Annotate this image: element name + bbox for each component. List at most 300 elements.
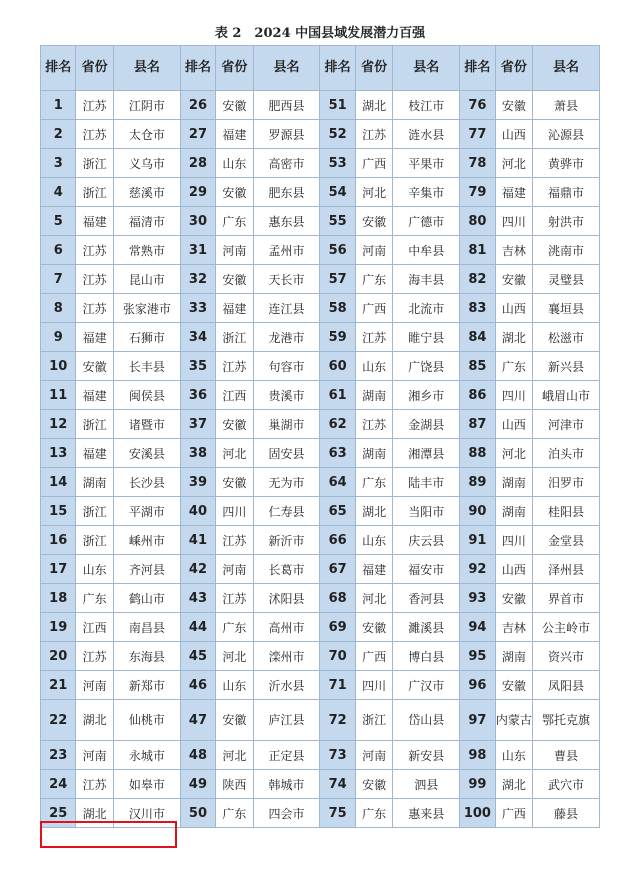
province-cell: 江苏 bbox=[355, 323, 392, 352]
rank-cell: 76 bbox=[460, 91, 495, 120]
rank-cell: 95 bbox=[460, 642, 495, 671]
rank-cell: 34 bbox=[180, 323, 215, 352]
province-cell: 福建 bbox=[76, 381, 113, 410]
county-cell: 永城市 bbox=[113, 741, 180, 770]
province-cell: 江苏 bbox=[355, 120, 392, 149]
province-cell: 山西 bbox=[495, 410, 532, 439]
county-cell: 张家港市 bbox=[113, 294, 180, 323]
county-cell: 金湖县 bbox=[393, 410, 460, 439]
rank-cell: 41 bbox=[180, 526, 215, 555]
province-cell: 江苏 bbox=[216, 526, 253, 555]
province-cell: 湖南 bbox=[355, 439, 392, 468]
rank-cell: 33 bbox=[180, 294, 215, 323]
county-cell: 广汉市 bbox=[393, 671, 460, 700]
table-header-row bbox=[41, 46, 600, 91]
rank-cell: 73 bbox=[320, 741, 355, 770]
rank-cell: 22 bbox=[41, 700, 76, 741]
province-cell: 河北 bbox=[216, 642, 253, 671]
county-cell: 峨眉山市 bbox=[533, 381, 600, 410]
county-cell: 孟州市 bbox=[253, 236, 320, 265]
county-cell: 泽州县 bbox=[533, 555, 600, 584]
rank-cell: 57 bbox=[320, 265, 355, 294]
column-header: 县名 bbox=[113, 46, 180, 91]
rank-cell: 47 bbox=[180, 700, 215, 741]
table-row bbox=[41, 91, 600, 120]
county-cell: 濉溪县 bbox=[393, 613, 460, 642]
rank-cell: 14 bbox=[41, 468, 76, 497]
rank-cell: 81 bbox=[460, 236, 495, 265]
county-cell: 沂水县 bbox=[253, 671, 320, 700]
rank-cell: 64 bbox=[320, 468, 355, 497]
province-cell: 湖南 bbox=[355, 381, 392, 410]
province-cell: 河北 bbox=[495, 149, 532, 178]
province-cell: 浙江 bbox=[76, 149, 113, 178]
province-cell: 河北 bbox=[495, 439, 532, 468]
rank-cell: 26 bbox=[180, 91, 215, 120]
column-header: 省份 bbox=[216, 46, 253, 91]
province-cell: 安徽 bbox=[355, 770, 392, 799]
province-cell: 江苏 bbox=[216, 584, 253, 613]
county-cell: 汨罗市 bbox=[533, 468, 600, 497]
county-cell: 长沙县 bbox=[113, 468, 180, 497]
table-row bbox=[41, 352, 600, 381]
county-cell: 新兴县 bbox=[533, 352, 600, 381]
province-cell: 河南 bbox=[355, 236, 392, 265]
county-cell: 公主岭市 bbox=[533, 613, 600, 642]
province-cell: 安徽 bbox=[355, 613, 392, 642]
province-cell: 山东 bbox=[216, 671, 253, 700]
county-cell: 藤县 bbox=[533, 799, 600, 828]
province-cell: 河南 bbox=[76, 741, 113, 770]
province-cell: 福建 bbox=[76, 323, 113, 352]
rank-cell: 7 bbox=[41, 265, 76, 294]
table-row bbox=[41, 294, 600, 323]
province-cell: 安徽 bbox=[216, 700, 253, 741]
column-header: 排名 bbox=[320, 46, 355, 91]
rank-cell: 31 bbox=[180, 236, 215, 265]
province-cell: 湖北 bbox=[495, 323, 532, 352]
table-row bbox=[41, 439, 600, 468]
province-cell: 山东 bbox=[355, 352, 392, 381]
county-cell: 太仓市 bbox=[113, 120, 180, 149]
province-cell: 江西 bbox=[216, 381, 253, 410]
county-cell: 洮南市 bbox=[533, 236, 600, 265]
rank-cell: 3 bbox=[41, 149, 76, 178]
county-cell: 嵊州市 bbox=[113, 526, 180, 555]
province-cell: 福建 bbox=[495, 178, 532, 207]
province-cell: 山西 bbox=[495, 555, 532, 584]
province-cell: 广东 bbox=[495, 352, 532, 381]
province-cell: 陕西 bbox=[216, 770, 253, 799]
province-cell: 广西 bbox=[495, 799, 532, 828]
province-cell: 山东 bbox=[355, 526, 392, 555]
county-cell: 曹县 bbox=[533, 741, 600, 770]
province-cell: 江苏 bbox=[355, 410, 392, 439]
rank-cell: 53 bbox=[320, 149, 355, 178]
county-cell: 连江县 bbox=[253, 294, 320, 323]
province-cell: 湖南 bbox=[495, 468, 532, 497]
province-cell: 广东 bbox=[216, 613, 253, 642]
rank-cell: 84 bbox=[460, 323, 495, 352]
county-cell: 滦州市 bbox=[253, 642, 320, 671]
rank-cell: 99 bbox=[460, 770, 495, 799]
county-cell: 当阳市 bbox=[393, 497, 460, 526]
rank-cell: 80 bbox=[460, 207, 495, 236]
column-header: 排名 bbox=[460, 46, 495, 91]
province-cell: 江苏 bbox=[76, 236, 113, 265]
table-row bbox=[41, 381, 600, 410]
rank-cell: 87 bbox=[460, 410, 495, 439]
table-row bbox=[41, 741, 600, 770]
county-cell: 石狮市 bbox=[113, 323, 180, 352]
province-cell: 广东 bbox=[216, 207, 253, 236]
province-cell: 山西 bbox=[495, 120, 532, 149]
rank-cell: 75 bbox=[320, 799, 355, 828]
county-cell: 泗县 bbox=[393, 770, 460, 799]
county-cell: 界首市 bbox=[533, 584, 600, 613]
column-header: 省份 bbox=[495, 46, 532, 91]
province-cell: 四川 bbox=[495, 526, 532, 555]
county-cell: 仁寿县 bbox=[253, 497, 320, 526]
county-cell: 博白县 bbox=[393, 642, 460, 671]
rank-cell: 37 bbox=[180, 410, 215, 439]
province-cell: 河南 bbox=[76, 671, 113, 700]
table-row bbox=[41, 700, 600, 741]
province-cell: 浙江 bbox=[76, 526, 113, 555]
province-cell: 福建 bbox=[216, 120, 253, 149]
county-cell: 灵璧县 bbox=[533, 265, 600, 294]
county-cell: 南昌县 bbox=[113, 613, 180, 642]
county-cell: 常熟市 bbox=[113, 236, 180, 265]
rank-cell: 8 bbox=[41, 294, 76, 323]
county-cell: 惠东县 bbox=[253, 207, 320, 236]
county-cell: 广德市 bbox=[393, 207, 460, 236]
county-cell: 鄂托克旗 bbox=[533, 700, 600, 741]
province-cell: 江苏 bbox=[76, 91, 113, 120]
rank-cell: 71 bbox=[320, 671, 355, 700]
rank-cell: 62 bbox=[320, 410, 355, 439]
county-cell: 汉川市 bbox=[113, 799, 180, 828]
rank-cell: 97 bbox=[460, 700, 495, 741]
province-cell: 广西 bbox=[355, 642, 392, 671]
rank-cell: 92 bbox=[460, 555, 495, 584]
rank-cell: 39 bbox=[180, 468, 215, 497]
province-cell: 福建 bbox=[76, 207, 113, 236]
column-header: 县名 bbox=[533, 46, 600, 91]
county-cell: 固安县 bbox=[253, 439, 320, 468]
county-cell: 新安县 bbox=[393, 741, 460, 770]
county-cell: 河津市 bbox=[533, 410, 600, 439]
province-cell: 浙江 bbox=[76, 497, 113, 526]
province-cell: 四川 bbox=[355, 671, 392, 700]
province-cell: 河北 bbox=[355, 178, 392, 207]
county-cell: 罗源县 bbox=[253, 120, 320, 149]
table-row bbox=[41, 120, 600, 149]
province-cell: 广西 bbox=[355, 294, 392, 323]
table-row bbox=[41, 770, 600, 799]
table-row bbox=[41, 323, 600, 352]
rank-cell: 67 bbox=[320, 555, 355, 584]
rank-cell: 13 bbox=[41, 439, 76, 468]
county-cell: 闽侯县 bbox=[113, 381, 180, 410]
province-cell: 安徽 bbox=[216, 91, 253, 120]
county-cell: 江阴市 bbox=[113, 91, 180, 120]
county-cell: 凤阳县 bbox=[533, 671, 600, 700]
county-cell: 泊头市 bbox=[533, 439, 600, 468]
province-cell: 广东 bbox=[355, 265, 392, 294]
county-cell: 武穴市 bbox=[533, 770, 600, 799]
rank-cell: 15 bbox=[41, 497, 76, 526]
province-cell: 湖南 bbox=[495, 497, 532, 526]
rank-cell: 66 bbox=[320, 526, 355, 555]
county-cell: 新沂市 bbox=[253, 526, 320, 555]
county-cell: 枝江市 bbox=[393, 91, 460, 120]
rank-cell: 32 bbox=[180, 265, 215, 294]
rank-cell: 93 bbox=[460, 584, 495, 613]
rank-cell: 94 bbox=[460, 613, 495, 642]
rank-cell: 25 bbox=[41, 799, 76, 828]
county-cell: 庐江县 bbox=[253, 700, 320, 741]
province-cell: 四川 bbox=[495, 207, 532, 236]
rank-cell: 36 bbox=[180, 381, 215, 410]
table-row bbox=[41, 799, 600, 828]
rank-cell: 24 bbox=[41, 770, 76, 799]
table-row bbox=[41, 468, 600, 497]
column-header: 省份 bbox=[355, 46, 392, 91]
province-cell: 江苏 bbox=[216, 352, 253, 381]
county-cell: 平果市 bbox=[393, 149, 460, 178]
province-cell: 湖北 bbox=[76, 700, 113, 741]
table-row bbox=[41, 410, 600, 439]
rank-cell: 49 bbox=[180, 770, 215, 799]
rank-cell: 2 bbox=[41, 120, 76, 149]
province-cell: 广东 bbox=[216, 799, 253, 828]
province-cell: 浙江 bbox=[76, 410, 113, 439]
county-cell: 湘乡市 bbox=[393, 381, 460, 410]
table-row bbox=[41, 207, 600, 236]
table-title: 表 2 2024 中国县域发展潜力百强 bbox=[214, 26, 426, 41]
rank-cell: 91 bbox=[460, 526, 495, 555]
rank-cell: 100 bbox=[460, 799, 495, 828]
province-cell: 江苏 bbox=[76, 120, 113, 149]
province-cell: 吉林 bbox=[495, 236, 532, 265]
rank-cell: 70 bbox=[320, 642, 355, 671]
rank-cell: 89 bbox=[460, 468, 495, 497]
ranking-table bbox=[40, 45, 600, 828]
county-cell: 东海县 bbox=[113, 642, 180, 671]
province-cell: 河北 bbox=[216, 741, 253, 770]
county-cell: 高密市 bbox=[253, 149, 320, 178]
rank-cell: 20 bbox=[41, 642, 76, 671]
province-cell: 安徽 bbox=[495, 91, 532, 120]
rank-cell: 16 bbox=[41, 526, 76, 555]
province-cell: 四川 bbox=[495, 381, 532, 410]
rank-cell: 96 bbox=[460, 671, 495, 700]
county-cell: 贵溪市 bbox=[253, 381, 320, 410]
rank-cell: 83 bbox=[460, 294, 495, 323]
county-cell: 韩城市 bbox=[253, 770, 320, 799]
rank-cell: 56 bbox=[320, 236, 355, 265]
rank-cell: 51 bbox=[320, 91, 355, 120]
rank-cell: 48 bbox=[180, 741, 215, 770]
table-row bbox=[41, 584, 600, 613]
province-cell: 湖北 bbox=[355, 91, 392, 120]
county-cell: 金堂县 bbox=[533, 526, 600, 555]
province-cell: 安徽 bbox=[495, 671, 532, 700]
county-cell: 齐河县 bbox=[113, 555, 180, 584]
county-cell: 资兴市 bbox=[533, 642, 600, 671]
county-cell: 香河县 bbox=[393, 584, 460, 613]
county-cell: 岱山县 bbox=[393, 700, 460, 741]
table-row bbox=[41, 149, 600, 178]
table-row bbox=[41, 265, 600, 294]
rank-cell: 28 bbox=[180, 149, 215, 178]
county-cell: 肥西县 bbox=[253, 91, 320, 120]
table-body bbox=[41, 91, 600, 828]
county-cell: 诸暨市 bbox=[113, 410, 180, 439]
rank-cell: 79 bbox=[460, 178, 495, 207]
province-cell: 安徽 bbox=[495, 265, 532, 294]
province-cell: 广东 bbox=[76, 584, 113, 613]
county-cell: 鹤山市 bbox=[113, 584, 180, 613]
province-cell: 四川 bbox=[216, 497, 253, 526]
table-row bbox=[41, 555, 600, 584]
province-cell: 山西 bbox=[495, 294, 532, 323]
rank-cell: 21 bbox=[41, 671, 76, 700]
rank-cell: 69 bbox=[320, 613, 355, 642]
province-cell: 山东 bbox=[76, 555, 113, 584]
table-row bbox=[41, 497, 600, 526]
column-header: 排名 bbox=[180, 46, 215, 91]
county-cell: 涟水县 bbox=[393, 120, 460, 149]
province-cell: 安徽 bbox=[216, 468, 253, 497]
rank-cell: 27 bbox=[180, 120, 215, 149]
rank-cell: 45 bbox=[180, 642, 215, 671]
table-row bbox=[41, 236, 600, 265]
county-cell: 海丰县 bbox=[393, 265, 460, 294]
county-cell: 沭阳县 bbox=[253, 584, 320, 613]
province-cell: 安徽 bbox=[355, 207, 392, 236]
county-cell: 如皋市 bbox=[113, 770, 180, 799]
rank-cell: 46 bbox=[180, 671, 215, 700]
rank-cell: 4 bbox=[41, 178, 76, 207]
rank-cell: 98 bbox=[460, 741, 495, 770]
rank-cell: 40 bbox=[180, 497, 215, 526]
rank-cell: 90 bbox=[460, 497, 495, 526]
county-cell: 正定县 bbox=[253, 741, 320, 770]
rank-cell: 1 bbox=[41, 91, 76, 120]
rank-cell: 58 bbox=[320, 294, 355, 323]
province-cell: 山东 bbox=[216, 149, 253, 178]
province-cell: 广西 bbox=[355, 149, 392, 178]
province-cell: 江苏 bbox=[76, 770, 113, 799]
county-cell: 龙港市 bbox=[253, 323, 320, 352]
province-cell: 江苏 bbox=[76, 294, 113, 323]
county-cell: 昆山市 bbox=[113, 265, 180, 294]
county-cell: 长葛市 bbox=[253, 555, 320, 584]
county-cell: 沁源县 bbox=[533, 120, 600, 149]
county-cell: 安溪县 bbox=[113, 439, 180, 468]
province-cell: 湖南 bbox=[495, 642, 532, 671]
county-cell: 松滋市 bbox=[533, 323, 600, 352]
county-cell: 中牟县 bbox=[393, 236, 460, 265]
rank-cell: 50 bbox=[180, 799, 215, 828]
county-cell: 福安市 bbox=[393, 555, 460, 584]
county-cell: 肥东县 bbox=[253, 178, 320, 207]
county-cell: 北流市 bbox=[393, 294, 460, 323]
rank-cell: 78 bbox=[460, 149, 495, 178]
province-cell: 江西 bbox=[76, 613, 113, 642]
column-header: 县名 bbox=[253, 46, 320, 91]
province-cell: 安徽 bbox=[216, 410, 253, 439]
county-cell: 四会市 bbox=[253, 799, 320, 828]
column-header: 排名 bbox=[41, 46, 76, 91]
county-cell: 萧县 bbox=[533, 91, 600, 120]
province-cell: 江苏 bbox=[76, 642, 113, 671]
province-cell: 内蒙古 bbox=[495, 700, 532, 741]
county-cell: 福清市 bbox=[113, 207, 180, 236]
province-cell: 河南 bbox=[216, 236, 253, 265]
county-cell: 福鼎市 bbox=[533, 178, 600, 207]
county-cell: 射洪市 bbox=[533, 207, 600, 236]
rank-cell: 74 bbox=[320, 770, 355, 799]
rank-cell: 63 bbox=[320, 439, 355, 468]
table-row bbox=[41, 613, 600, 642]
county-cell: 湘潭县 bbox=[393, 439, 460, 468]
county-cell: 襄垣县 bbox=[533, 294, 600, 323]
rank-cell: 60 bbox=[320, 352, 355, 381]
county-cell: 仙桃市 bbox=[113, 700, 180, 741]
province-cell: 浙江 bbox=[76, 178, 113, 207]
column-header: 省份 bbox=[76, 46, 113, 91]
rank-cell: 44 bbox=[180, 613, 215, 642]
province-cell: 湖北 bbox=[355, 497, 392, 526]
rank-cell: 77 bbox=[460, 120, 495, 149]
rank-cell: 68 bbox=[320, 584, 355, 613]
county-cell: 无为市 bbox=[253, 468, 320, 497]
county-cell: 句容市 bbox=[253, 352, 320, 381]
table-row bbox=[41, 178, 600, 207]
table-row bbox=[41, 642, 600, 671]
rank-cell: 18 bbox=[41, 584, 76, 613]
province-cell: 吉林 bbox=[495, 613, 532, 642]
rank-cell: 82 bbox=[460, 265, 495, 294]
province-cell: 安徽 bbox=[495, 584, 532, 613]
rank-cell: 23 bbox=[41, 741, 76, 770]
county-cell: 天长市 bbox=[253, 265, 320, 294]
county-cell: 平湖市 bbox=[113, 497, 180, 526]
rank-cell: 72 bbox=[320, 700, 355, 741]
rank-cell: 52 bbox=[320, 120, 355, 149]
province-cell: 河南 bbox=[355, 741, 392, 770]
rank-cell: 17 bbox=[41, 555, 76, 584]
rank-cell: 85 bbox=[460, 352, 495, 381]
province-cell: 安徽 bbox=[216, 265, 253, 294]
province-cell: 浙江 bbox=[216, 323, 253, 352]
county-cell: 新郑市 bbox=[113, 671, 180, 700]
county-cell: 广饶县 bbox=[393, 352, 460, 381]
county-cell: 巢湖市 bbox=[253, 410, 320, 439]
province-cell: 河北 bbox=[216, 439, 253, 468]
province-cell: 浙江 bbox=[355, 700, 392, 741]
rank-cell: 43 bbox=[180, 584, 215, 613]
province-cell: 安徽 bbox=[76, 352, 113, 381]
rank-cell: 86 bbox=[460, 381, 495, 410]
county-cell: 惠来县 bbox=[393, 799, 460, 828]
rank-cell: 38 bbox=[180, 439, 215, 468]
rank-cell: 12 bbox=[41, 410, 76, 439]
province-cell: 安徽 bbox=[216, 178, 253, 207]
